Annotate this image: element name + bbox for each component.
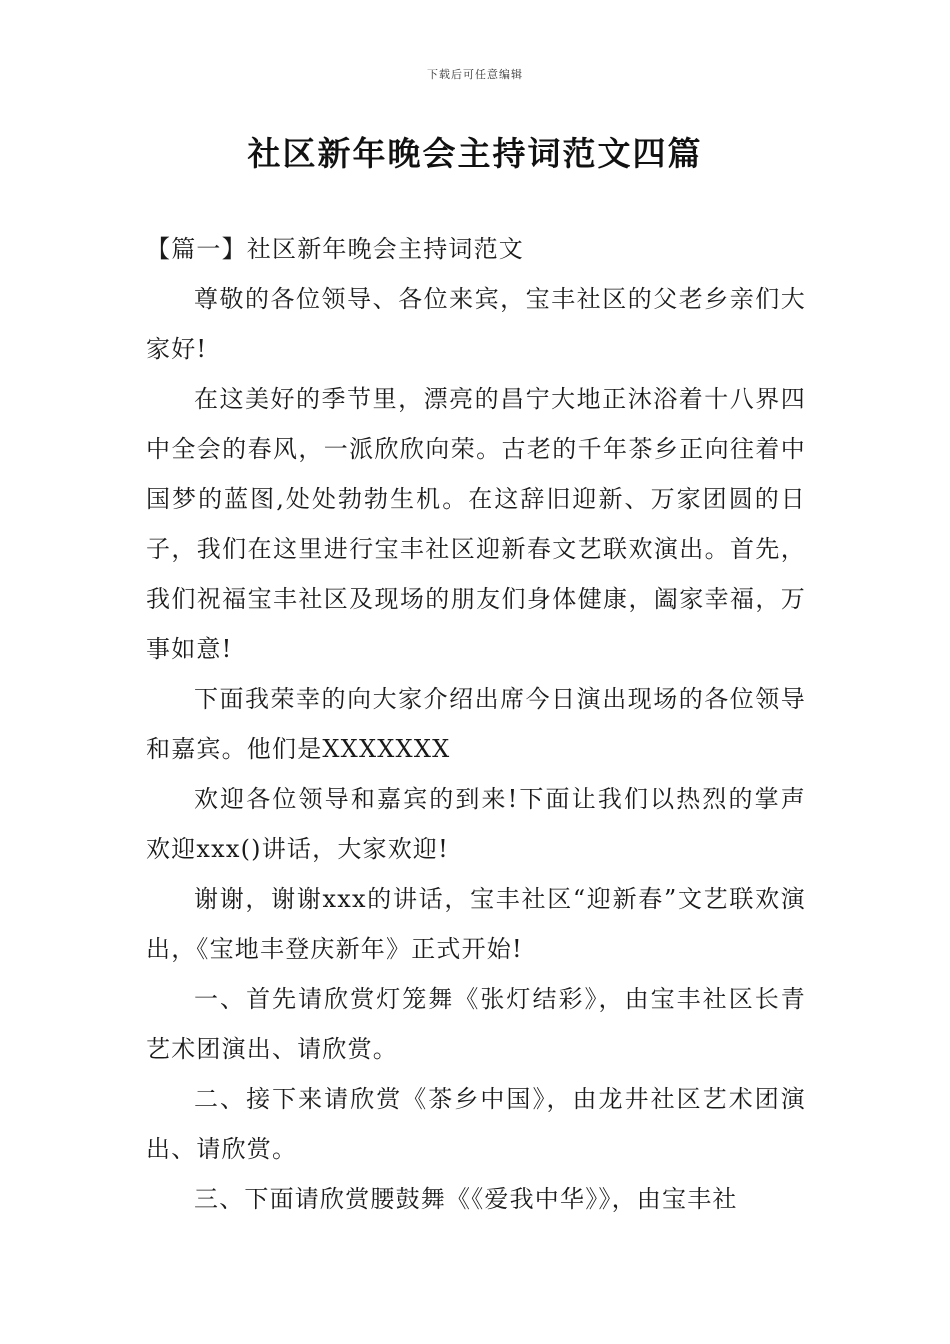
paragraph-program-2: 二、接下来请欣赏《茶乡中国》，由龙井社区艺术团演出、请欣赏。 [146,1085,806,1163]
paragraph-program-3: 三、下面请欣赏腰鼓舞《《爱我中华》》，由宝丰社 [194,1185,738,1213]
paragraph-guests-intro: 下面我荣幸的向大家介绍出席今日演出现场的各位领导和嘉宾。他们是XXXXXXX [146,685,806,763]
paragraph-greeting: 尊敬的各位领导、各位来宾，宝丰社区的父老乡亲们大家好! [146,285,806,363]
document-body [146,224,806,1224]
header-note: 下载后可任意编辑 [427,68,523,81]
document-title: 社区新年晚会主持词范文四篇 [247,134,703,173]
paragraph-program-1: 一、首先请欣赏灯笼舞《张灯结彩》，由宝丰社区长青艺术团演出、请欣赏。 [146,985,806,1063]
section-heading: 【篇一】社区新年晚会主持词范文 [146,235,524,263]
paragraph-performance-start: 谢谢，谢谢xxx的讲话，宝丰社区“迎新春”文艺联欢演出，《宝地丰登庆新年》正式开始! [146,885,806,963]
paragraph-welcome-speech: 欢迎各位领导和嘉宾的到来!下面让我们以热烈的掌声欢迎xxx()讲话，大家欢迎! [146,785,806,863]
paragraph-opening: 在这美好的季节里，漂亮的昌宁大地正沐浴着十八界四中全会的春风，一派欣欣向荣。古老的千年茶乡正向往着中国梦的蓝图,处处勃勃生机。在这辞旧迎新、万家团圆的日子，我们在这里进行宝丰社区迎新春文艺联欢演出。首先，我们祝福宝丰社区及现场的朋友们身体健康，阖家幸福，万事如意! [146,385,806,663]
